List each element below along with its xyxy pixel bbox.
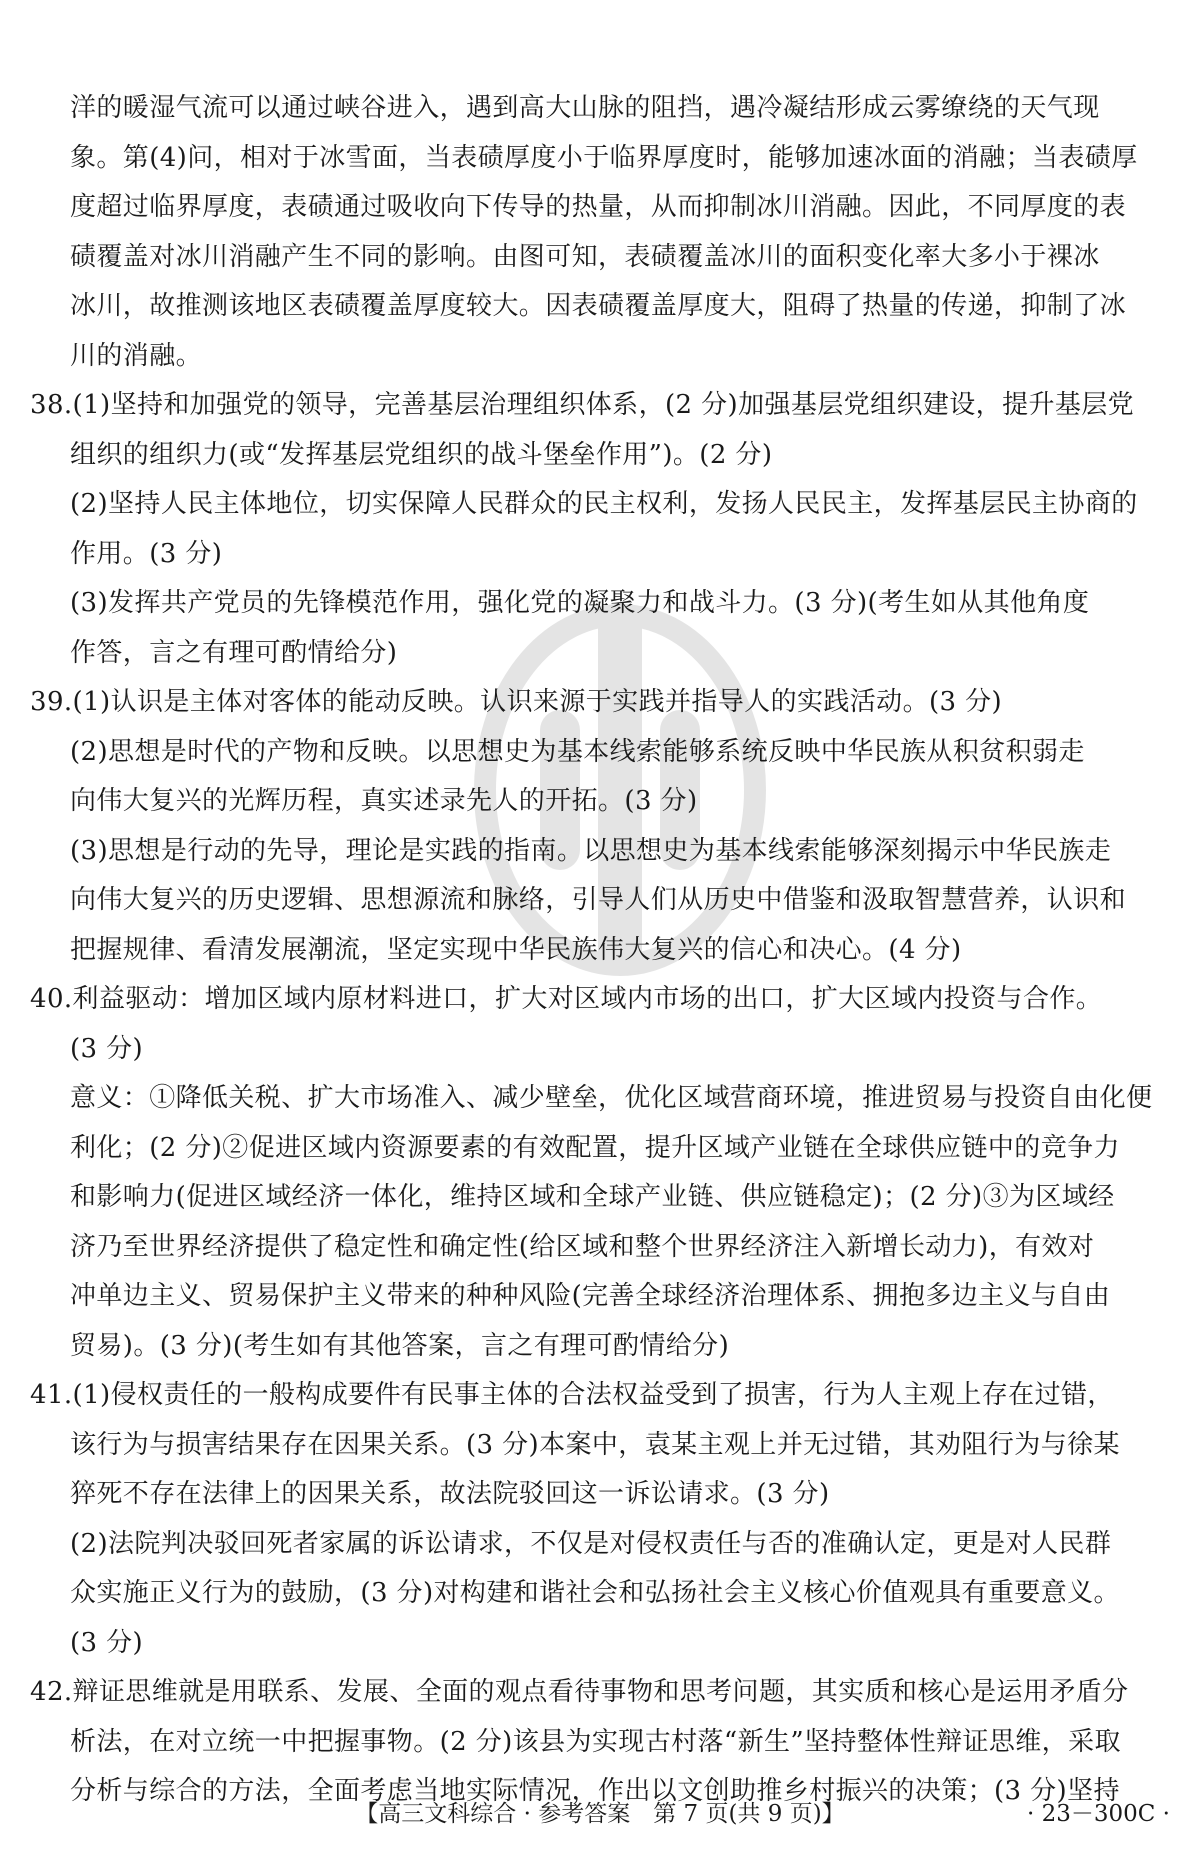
text-line: 该行为与损害结果存在因果关系。(3 分)本案中，袁某主观上并无过错，其劝阻行为与徐某: [70, 1429, 1120, 1460]
text-line: 洋的暖湿气流可以通过峡谷进入，遇到高大山脉的阻挡，遇冷凝结形成云雾缭绕的天气现: [70, 93, 1100, 123]
answer-text-body: [30, 84, 1170, 1817]
text-line: 作用。(3 分): [70, 538, 223, 569]
text-line: 众实施正义行为的鼓励，(3 分)对构建和谐社会和弘扬社会主义核心价值观具有重要意义。: [70, 1578, 1120, 1608]
text-line: 和影响力(促进区域经济一体化，维持区域和全球产业链、供应链稳定)；(2 分)③为区域经: [70, 1182, 1115, 1212]
text-line: 度超过临界厚度，表碛通过吸收向下传导的热量，从而抑制冰川消融。因此，不同厚度的表: [70, 192, 1127, 222]
text-line: (2)法院判决驳回死者家属的诉讼请求，不仅是对侵权责任与否的准确认定，更是对人民群: [70, 1528, 1112, 1559]
page-footer: [0, 1794, 1200, 1834]
text-line: 冲单边主义、贸易保护主义带来的种种风险(完善全球经济治理体系、拥抱多边主义与自由: [70, 1281, 1111, 1311]
text-line: 作答，言之有理可酌情给分): [70, 637, 398, 668]
text-line: 向伟大复兴的光辉历程，真实述录先人的开拓。(3 分): [70, 786, 698, 816]
text-line: 38.(1)坚持和加强党的领导，完善基层治理组织体系，(2 分)加强基层党组织建设，提升基层党: [30, 390, 1135, 420]
text-line: 41.(1)侵权责任的一般构成要件有民事主体的合法权益受到了损害，行为人主观上存在过错，: [30, 1380, 1114, 1410]
text-line: 利化；(2 分)②促进区域内资源要素的有效配置，提升区域产业链在全球供应链中的竞争力: [70, 1132, 1120, 1163]
text-line: 碛覆盖对冰川消融产生不同的影响。由图可知，表碛覆盖冰川的面积变化率大多小于裸冰: [70, 241, 1100, 272]
text-line: 42.辩证思维就是用联系、发展、全面的观点看待事物和思考问题，其实质和核心是运用矛盾分: [30, 1677, 1129, 1707]
text-line: 猝死不存在法律上的因果关系，故法院驳回这一诉讼请求。(3 分): [70, 1479, 830, 1509]
text-line: 把握规律、看清发展潮流，坚定实现中华民族伟大复兴的信心和决心。(4 分): [70, 934, 962, 965]
text-line: 向伟大复兴的历史逻辑、思想源流和脉络，引导人们从历史中借鉴和汲取智慧营养，认识和: [70, 885, 1127, 915]
footer-page-info: 【高三文科综合 · 参考答案 第 7 页(共 9 页)】: [355, 1801, 845, 1827]
text-line: (3 分): [70, 1033, 144, 1064]
text-line: (2)坚持人民主体地位，切实保障人民群众的民主权利，发扬人民民主，发挥基层民主协商的: [70, 489, 1138, 519]
text-line: 析法，在对立统一中把握事物。(2 分)该县为实现古村落“新生”坚持整体性辩证思维，采取: [70, 1726, 1121, 1757]
text-line: 冰川，故推测该地区表碛覆盖厚度较大。因表碛覆盖厚度大，阻碍了热量的传递，抑制了冰: [70, 291, 1127, 321]
text-line: 组织的组织力(或“发挥基层党组织的战斗堡垒作用”)。(2 分): [70, 439, 773, 470]
text-line: 意义：①降低关税、扩大市场准入、减少壁垒，优化区域营商环境，推进贸易与投资自由化便: [70, 1083, 1153, 1113]
text-line: (3 分): [70, 1627, 144, 1658]
footer-code: · 23－300C ·: [1026, 1801, 1170, 1827]
text-line: 象。第(4)问，相对于冰雪面，当表碛厚度小于临界厚度时，能够加速冰面的消融；当表碛厚: [70, 142, 1138, 173]
text-line: 分析与综合的方法，全面考虑当地实际情况，作出以文创助推乡村振兴的决策；(3 分)坚持: [70, 1776, 1120, 1806]
text-line: 济乃至世界经济提供了稳定性和确定性(给区域和整个世界经济注入新增长动力)，有效对: [70, 1231, 1095, 1262]
text-line: 川的消融。: [70, 340, 203, 371]
text-line: 贸易)。(3 分)(考生如有其他答案，言之有理可酌情给分): [70, 1330, 730, 1361]
text-line: (2)思想是时代的产物和反映。以思想史为基本线索能够系统反映中华民族从积贫积弱走: [70, 736, 1085, 767]
text-line: (3)思想是行动的先导，理论是实践的指南。以思想史为基本线索能够深刻揭示中华民族走: [70, 835, 1112, 866]
text-line: 39.(1)认识是主体对客体的能动反映。认识来源于实践并指导人的实践活动。(3 分): [30, 687, 1003, 717]
text-line: 40.利益驱动：增加区域内原材料进口，扩大对区域内市场的出口，扩大区域内投资与合作。: [30, 984, 1103, 1014]
text-line: (3)发挥共产党员的先锋模范作用，强化党的凝聚力和战斗力。(3 分)(考生如从其他角度: [70, 588, 1090, 618]
